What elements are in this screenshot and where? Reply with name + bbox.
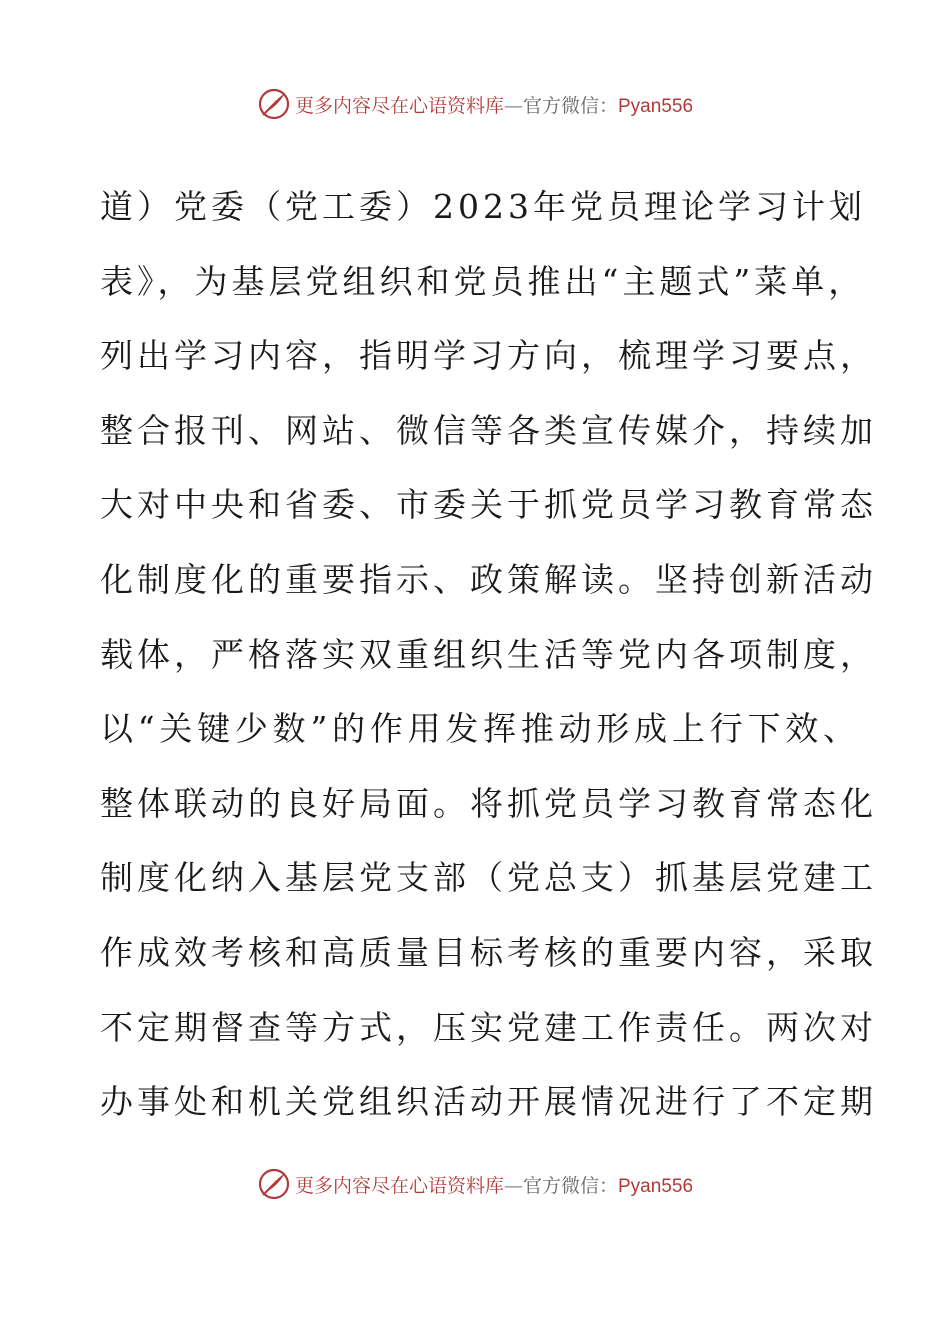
paragraph-line: 化制度化的重要指示、政策解读。坚持创新活动 — [100, 559, 877, 599]
paragraph-line: 作成效考核和高质量目标考核的重要内容，采取 — [100, 932, 877, 972]
paragraph-line: 大对中央和省委、市委关于抓党员学习教育常态 — [100, 485, 877, 525]
paragraph-line: 不定期督查等方式，压实党建工作责任。两次对 — [100, 1007, 877, 1047]
paragraph-line: 整体联动的良好局面。将抓党员学习教育常态化 — [100, 783, 877, 823]
quill-logo-icon — [257, 87, 291, 121]
banner-brand: 更多内容尽在心语资料库 — [294, 94, 504, 117]
banner-label: 官方微信： — [522, 94, 618, 117]
paragraph-line: 办事处和机关党组织活动开展情况进行了不定期 — [100, 1082, 877, 1122]
footer-banner — [0, 1164, 950, 1204]
paragraph-line: 列出学习内容，指明学习方向，梳理学习要点， — [100, 336, 877, 376]
paragraph-line: 以“关键少数”的作用发挥推动形成上行下效、 — [100, 709, 860, 749]
banner-text — [295, 91, 693, 118]
paragraph-line: 载体，严格落实双重组织生活等党内各项制度， — [100, 634, 877, 674]
header-banner — [0, 84, 950, 124]
paragraph-line: 表》，为基层党组织和党员推出“主题式”菜单， — [100, 261, 866, 301]
banner-brand: 更多内容尽在心语资料库 — [294, 1174, 504, 1197]
banner-wechat-id: Pyan556 — [618, 1175, 694, 1197]
paragraph-line: 整合报刊、网站、微信等各类宣传媒介，持续加 — [100, 410, 877, 450]
paragraph-line: 制度化纳入基层党支部（党总支）抓基层党建工 — [100, 858, 877, 898]
banner-separator: — — [503, 94, 523, 117]
document-body — [100, 170, 877, 1140]
banner-text — [295, 1171, 693, 1198]
banner-separator: — — [503, 1174, 523, 1197]
banner-wechat-id: Pyan556 — [618, 95, 694, 117]
banner-label: 官方微信： — [522, 1174, 618, 1197]
paragraph-line: 道）党委（党工委）2023年党员理论学习计划 — [100, 187, 866, 226]
quill-logo-icon — [257, 1167, 291, 1201]
